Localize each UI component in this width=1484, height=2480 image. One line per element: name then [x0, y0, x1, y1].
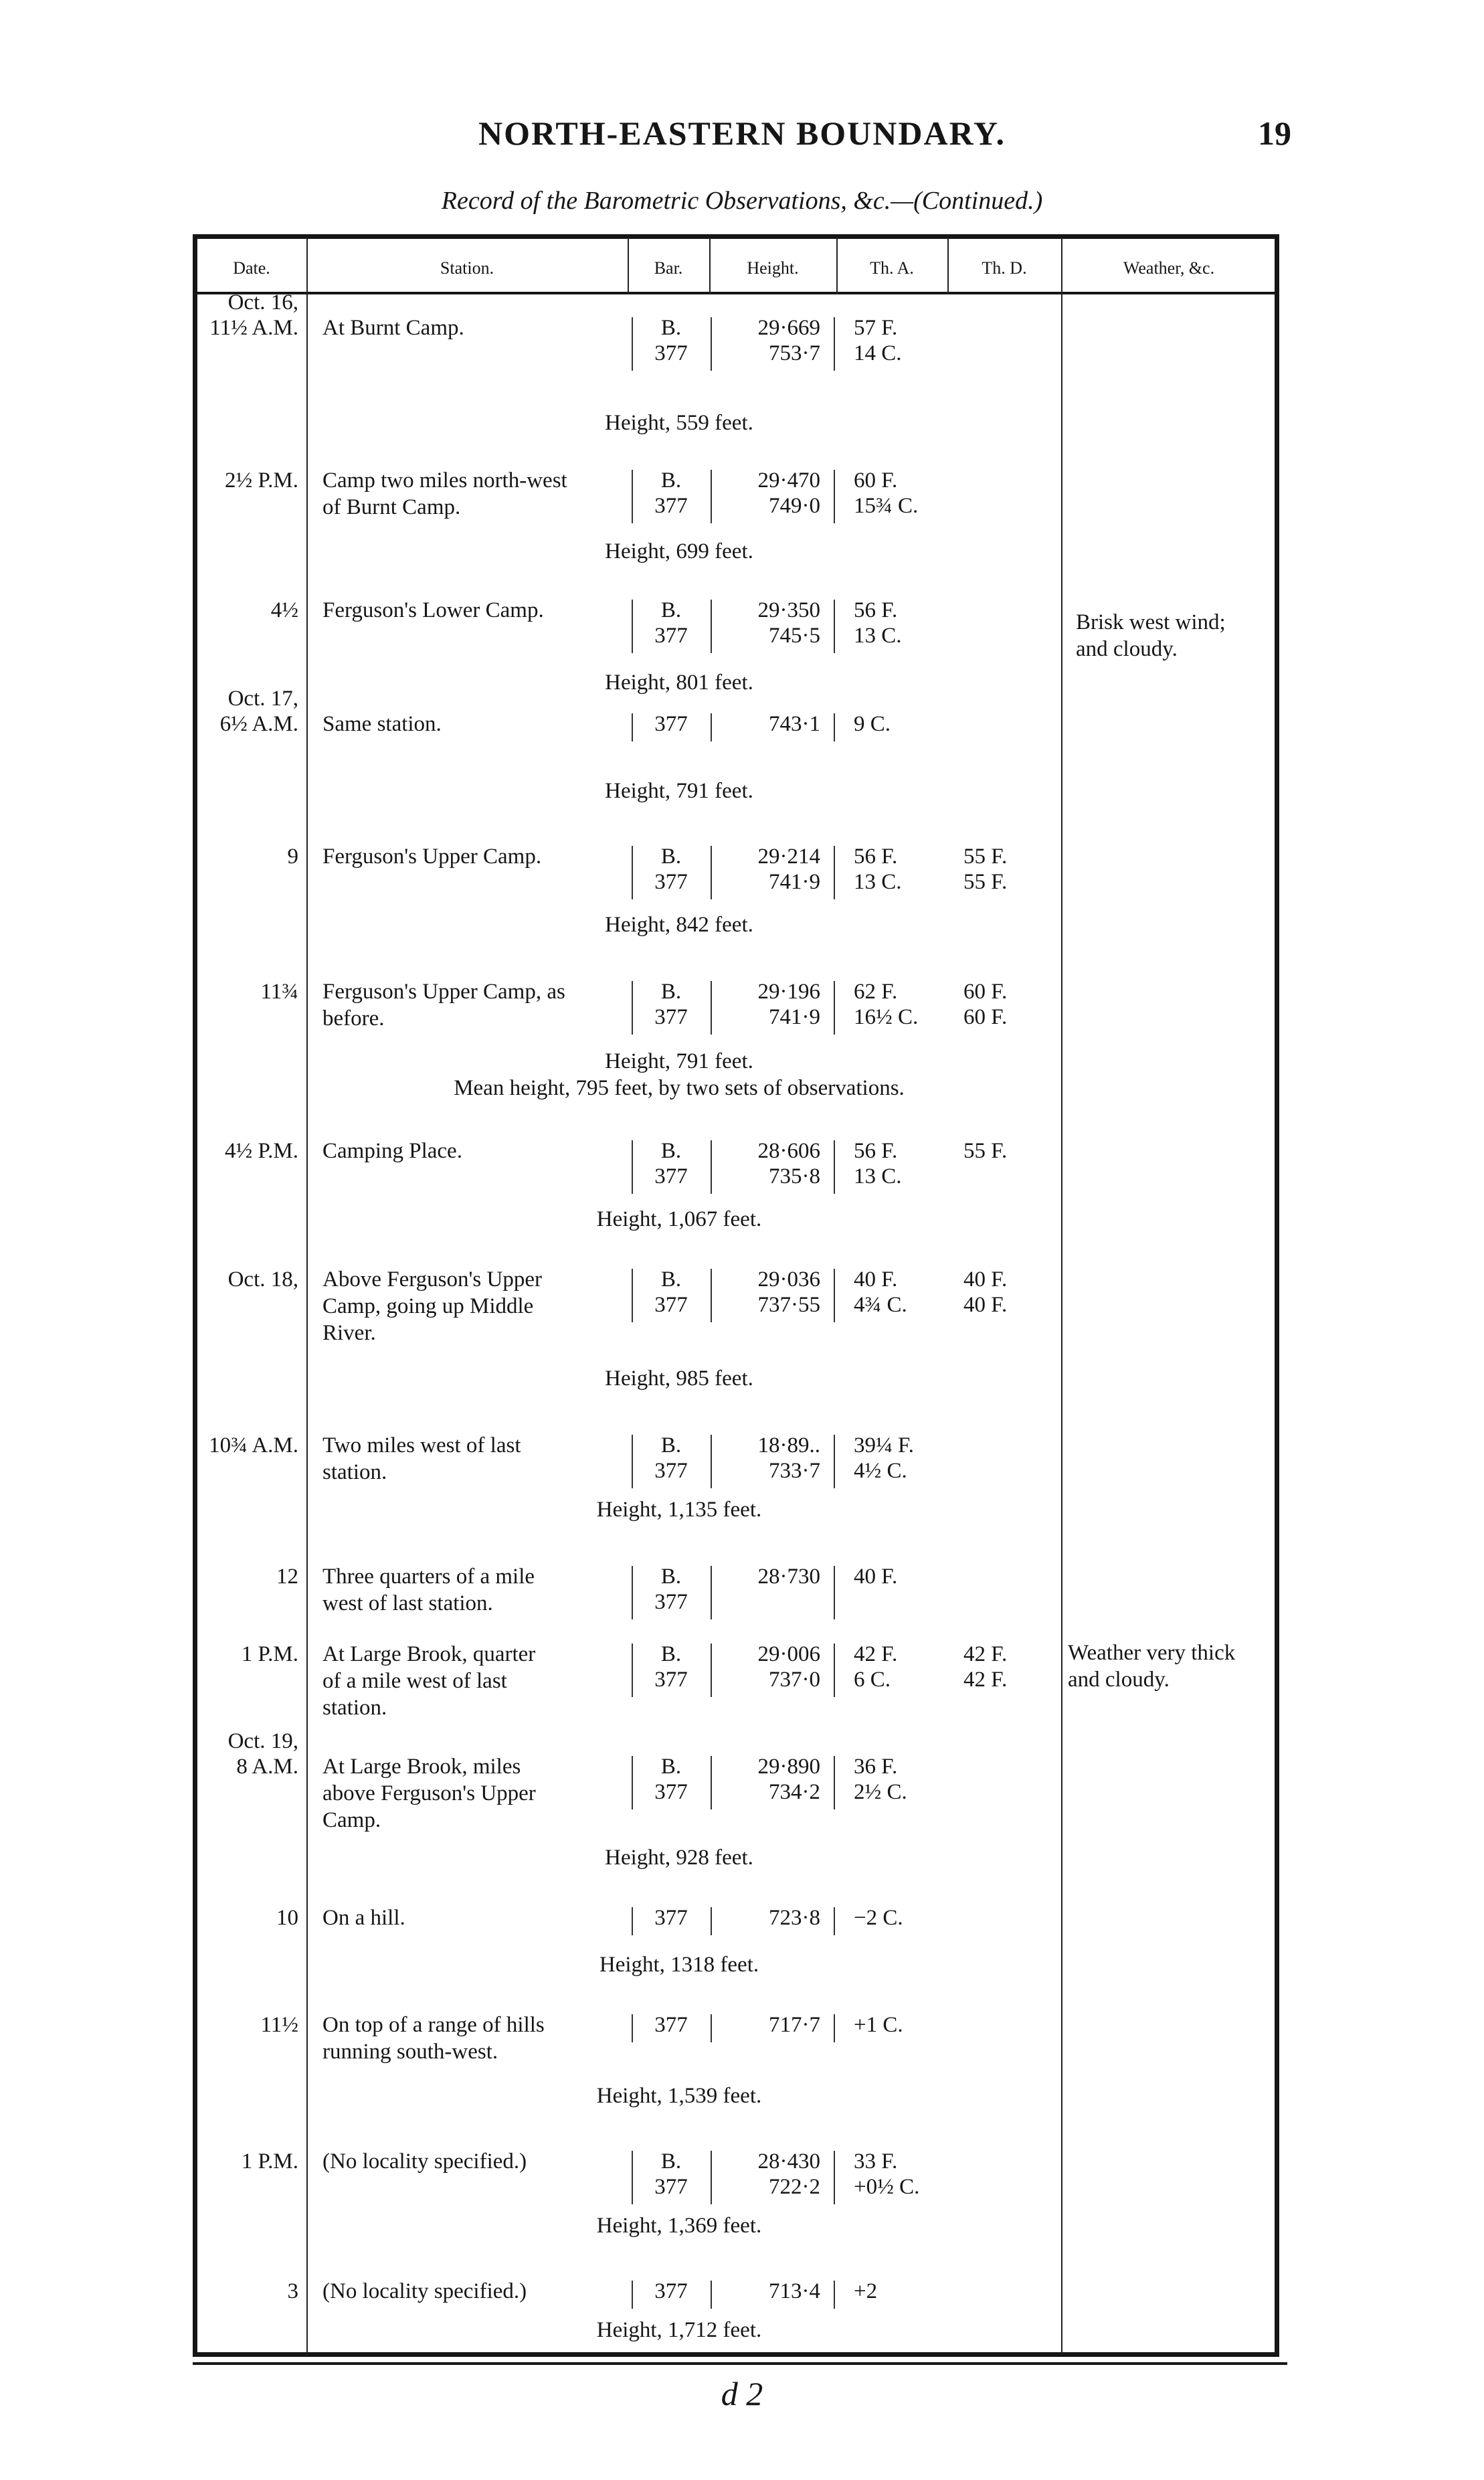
row-separator	[834, 981, 835, 1035]
barometer-cell: 377	[654, 2013, 688, 2037]
date-cell: 2½ P.M.	[224, 468, 298, 493]
detached-thermometer-cell: 42 F.	[963, 1642, 1008, 1666]
barometer-cell: B.	[660, 2149, 682, 2174]
station-cell: On top of a range of hills running south-west.	[322, 2013, 545, 2064]
attached-thermometer-cell: 6 C.	[854, 1668, 891, 1692]
row-separator	[834, 2281, 835, 2309]
station-cell: At Burnt Camp.	[322, 316, 464, 340]
height-reading-cell: 745·5	[769, 624, 820, 648]
detached-thermometer-cell: 60 F.	[963, 980, 1008, 1004]
date-cell: 11½ A.M.	[209, 316, 298, 340]
attached-thermometer-cell: 9 C.	[854, 712, 891, 736]
row-separator	[834, 846, 835, 899]
height-result: Height, 699 feet.	[605, 539, 753, 563]
attached-thermometer-cell: 62 F.	[854, 980, 898, 1004]
attached-thermometer-cell: 40 F.	[854, 1565, 898, 1589]
height-result: Height, 1,539 feet.	[596, 2084, 762, 2108]
barometer-cell: 377	[654, 712, 688, 736]
height-reading-cell: 28·430	[757, 2149, 820, 2174]
row-separator	[711, 1269, 712, 1322]
row-separator	[711, 2151, 712, 2204]
attached-thermometer-cell: 16½ C.	[854, 1005, 919, 1029]
height-result: Height, 1,369 feet.	[596, 2214, 762, 2238]
station-cell: Camping Place.	[322, 1139, 462, 1163]
height-reading-cell: 723·8	[769, 1906, 820, 1930]
attached-thermometer-cell: +1 C.	[854, 2013, 903, 2037]
date-cell: Oct. 17,	[227, 687, 298, 711]
row-separator	[834, 600, 835, 653]
row-separator	[711, 713, 712, 741]
row-separator	[711, 1644, 712, 1697]
row-separator	[632, 1269, 633, 1322]
height-reading-cell: 717·7	[769, 2013, 820, 2037]
station-cell: (No locality specified.)	[322, 2279, 527, 2303]
height-reading-cell: 741·9	[769, 1005, 820, 1029]
height-reading-cell: 29·470	[757, 468, 820, 493]
mean-height-note: Mean height, 795 feet, by two sets of observations.	[454, 1076, 905, 1100]
height-reading-cell: 749·0	[769, 494, 820, 518]
height-result: Height, 1,067 feet.	[596, 1207, 762, 1231]
column-divider	[1061, 237, 1062, 2354]
barometer-cell: 377	[654, 1005, 688, 1029]
column-header-station: Station.	[440, 258, 494, 278]
station-cell: At Large Brook, quarter of a mile west of last station.	[322, 1642, 536, 1720]
date-cell: 4½ P.M.	[224, 1139, 298, 1163]
row-separator	[711, 2281, 712, 2309]
station-cell: Same station.	[322, 712, 442, 736]
row-separator	[834, 1140, 835, 1194]
attached-thermometer-cell: 33 F.	[854, 2149, 898, 2174]
barometer-cell: B.	[660, 1755, 682, 1779]
height-reading-cell: 29·196	[757, 980, 820, 1004]
height-result: Height, 985 feet.	[605, 1366, 753, 1391]
barometer-cell: B.	[660, 1642, 682, 1666]
row-separator	[834, 1907, 835, 1935]
row-separator	[632, 470, 633, 523]
row-separator	[711, 600, 712, 653]
page-number: 19	[1258, 114, 1291, 152]
row-separator	[834, 1269, 835, 1322]
row-separator	[711, 1435, 712, 1488]
row-separator	[632, 2014, 633, 2042]
row-separator	[632, 2151, 633, 2204]
row-separator	[632, 981, 633, 1035]
barometer-cell: B.	[660, 316, 682, 340]
barometer-cell: 377	[654, 1164, 688, 1188]
height-reading-cell: 28·606	[757, 1139, 820, 1163]
height-result: Height, 1,135 feet.	[596, 1498, 762, 1522]
attached-thermometer-cell: 15¾ C.	[854, 494, 919, 518]
date-cell: 11¾	[260, 980, 298, 1004]
column-header-weather: Weather, &c.	[1123, 258, 1215, 278]
attached-thermometer-cell: 39¼ F.	[854, 1433, 914, 1457]
height-result: Height, 1318 feet.	[599, 1953, 759, 1977]
row-separator	[711, 2014, 712, 2042]
height-result: Height, 801 feet.	[605, 671, 753, 695]
column-header-height: Height.	[747, 258, 799, 278]
barometer-cell: 377	[654, 2279, 688, 2303]
row-separator	[711, 470, 712, 523]
barometer-cell: 377	[654, 1590, 688, 1614]
row-separator	[632, 2281, 633, 2309]
attached-thermometer-cell: 13 C.	[854, 1164, 902, 1188]
row-separator	[711, 1140, 712, 1194]
row-separator	[834, 317, 835, 371]
row-separator	[834, 2151, 835, 2204]
date-cell: 9	[287, 845, 298, 869]
height-result: Height, 842 feet.	[605, 913, 753, 937]
barometer-cell: B.	[660, 1139, 682, 1163]
attached-thermometer-cell: +2	[854, 2279, 878, 2303]
station-cell: Ferguson's Lower Camp.	[322, 598, 544, 622]
row-separator	[711, 981, 712, 1035]
signature-mark: d 2	[721, 2375, 763, 2412]
barometer-cell: 377	[654, 1293, 688, 1317]
column-header-th-a: Th. A.	[870, 258, 914, 278]
station-cell: Ferguson's Upper Camp, as before.	[322, 980, 565, 1031]
attached-thermometer-cell: 40 F.	[854, 1267, 898, 1292]
height-result: Height, 791 feet.	[605, 779, 753, 803]
height-reading-cell: 722·2	[769, 2175, 820, 2199]
page-title: NORTH-EASTERN BOUNDARY.	[478, 114, 1006, 152]
date-cell: 4½	[270, 598, 298, 622]
row-separator	[711, 1907, 712, 1935]
barometer-cell: B.	[660, 1565, 682, 1589]
height-reading-cell: 737·55	[757, 1293, 820, 1317]
height-reading-cell: 29·036	[757, 1267, 820, 1292]
barometer-cell: 377	[654, 494, 688, 518]
barometer-cell: 377	[654, 624, 688, 648]
barometer-cell: B.	[660, 845, 682, 869]
barometer-cell: B.	[660, 1433, 682, 1457]
barometer-cell: 377	[654, 341, 688, 365]
station-cell: At Large Brook, miles above Ferguson's Upper Camp.	[322, 1755, 536, 1832]
row-separator	[834, 1644, 835, 1697]
height-reading-cell: 733·7	[769, 1459, 820, 1483]
detached-thermometer-cell: 40 F.	[963, 1293, 1008, 1317]
attached-thermometer-cell: 56 F.	[854, 598, 898, 622]
weather-note: Brisk west wind; and cloudy.	[1076, 610, 1226, 661]
column-header-th-d: Th. D.	[982, 258, 1027, 278]
height-reading-cell: 29·214	[757, 845, 820, 869]
attached-thermometer-cell: 56 F.	[854, 845, 898, 869]
row-separator	[834, 1435, 835, 1488]
attached-thermometer-cell: 4¾ C.	[854, 1293, 907, 1317]
row-separator	[711, 846, 712, 899]
date-cell: 10	[276, 1906, 298, 1930]
barometer-cell: 377	[654, 1780, 688, 1804]
attached-thermometer-cell: 56 F.	[854, 1139, 898, 1163]
row-separator	[834, 2014, 835, 2042]
attached-thermometer-cell: 57 F.	[854, 316, 898, 340]
barometer-cell: 377	[654, 870, 688, 894]
header-rule	[193, 292, 1279, 294]
height-result: Height, 791 feet.	[605, 1049, 753, 1073]
date-cell: 12	[276, 1565, 298, 1589]
date-cell: 1 P.M.	[241, 1642, 298, 1666]
date-cell: 11½	[260, 2013, 298, 2037]
height-result: Height, 1,712 feet.	[596, 2318, 762, 2342]
height-reading-cell: 28·730	[757, 1565, 820, 1589]
station-cell: (No locality specified.)	[322, 2149, 527, 2174]
height-reading-cell: 743·1	[769, 712, 820, 736]
row-separator	[834, 713, 835, 741]
height-reading-cell: 753·7	[769, 341, 820, 365]
date-cell: Oct. 16,	[227, 290, 298, 315]
height-reading-cell: 29·006	[757, 1642, 820, 1666]
height-reading-cell: 18·89..	[757, 1433, 820, 1457]
height-reading-cell: 737·0	[769, 1668, 820, 1692]
barometer-cell: 377	[654, 1668, 688, 1692]
attached-thermometer-cell: 13 C.	[854, 624, 902, 648]
height-reading-cell: 734·2	[769, 1780, 820, 1804]
station-cell: Three quarters of a mile west of last station.	[322, 1565, 535, 1615]
row-separator	[632, 1907, 633, 1935]
attached-thermometer-cell: 36 F.	[854, 1755, 898, 1779]
row-separator	[632, 1435, 633, 1488]
row-separator	[711, 1756, 712, 1809]
row-separator	[632, 317, 633, 371]
row-separator	[834, 1566, 835, 1619]
height-reading-cell: 741·9	[769, 870, 820, 894]
barometer-cell: B.	[660, 598, 682, 622]
date-cell: Oct. 19,	[227, 1729, 298, 1753]
height-reading-cell: 29·350	[757, 598, 820, 622]
date-cell: 6½ A.M.	[219, 712, 298, 736]
weather-note: Weather very thick and cloudy.	[1068, 1641, 1236, 1692]
row-separator	[834, 470, 835, 523]
row-separator	[632, 1644, 633, 1697]
station-cell: Above Ferguson's Upper Camp, going up Middle River.	[322, 1267, 542, 1345]
row-separator	[711, 317, 712, 371]
detached-thermometer-cell: 55 F.	[963, 870, 1008, 894]
bottom-rule	[193, 2362, 1287, 2365]
row-separator	[632, 1756, 633, 1809]
row-separator	[632, 846, 633, 899]
row-separator	[632, 600, 633, 653]
column-header-bar: Bar.	[654, 258, 683, 278]
detached-thermometer-cell: 60 F.	[963, 1005, 1008, 1029]
height-result: Height, 559 feet.	[605, 411, 753, 435]
station-cell: Two miles west of last station.	[322, 1433, 521, 1484]
station-cell: Ferguson's Upper Camp.	[322, 845, 542, 869]
attached-thermometer-cell: 4½ C.	[854, 1459, 907, 1483]
attached-thermometer-cell: 14 C.	[854, 341, 902, 365]
height-result: Height, 928 feet.	[605, 1846, 753, 1870]
station-cell: Camp two miles north-west of Burnt Camp.	[322, 468, 567, 519]
attached-thermometer-cell: 42 F.	[854, 1642, 898, 1666]
barometer-cell: B.	[660, 468, 682, 493]
barometer-cell: 377	[654, 1906, 688, 1930]
row-separator	[632, 1140, 633, 1194]
row-separator	[632, 1566, 633, 1619]
attached-thermometer-cell: 13 C.	[854, 870, 902, 894]
height-reading-cell: 29·669	[757, 316, 820, 340]
station-cell: On a hill.	[322, 1906, 405, 1930]
height-reading-cell: 735·8	[769, 1164, 820, 1188]
barometer-cell: 377	[654, 2175, 688, 2199]
detached-thermometer-cell: 42 F.	[963, 1668, 1008, 1692]
detached-thermometer-cell: 55 F.	[963, 1139, 1008, 1163]
column-header-date: Date.	[233, 258, 270, 278]
attached-thermometer-cell: 60 F.	[854, 468, 898, 493]
table-caption: Record of the Barometric Observations, &c.—(Continued.)	[441, 187, 1043, 215]
barometer-cell: 377	[654, 1459, 688, 1483]
attached-thermometer-cell: 2½ C.	[854, 1780, 907, 1804]
row-separator	[711, 1566, 712, 1619]
detached-thermometer-cell: 40 F.	[963, 1267, 1008, 1292]
barometer-cell: B.	[660, 980, 682, 1004]
height-reading-cell: 29·890	[757, 1755, 820, 1779]
row-separator	[632, 713, 633, 741]
attached-thermometer-cell: −2 C.	[854, 1906, 903, 1930]
date-cell: Oct. 18,	[227, 1267, 298, 1292]
attached-thermometer-cell: +0½ C.	[854, 2175, 920, 2199]
date-cell: 10¾ A.M.	[209, 1433, 298, 1457]
detached-thermometer-cell: 55 F.	[963, 845, 1008, 869]
date-cell: 8 A.M.	[236, 1755, 298, 1779]
date-cell: 1 P.M.	[241, 2149, 298, 2174]
height-reading-cell: 713·4	[769, 2279, 820, 2303]
row-separator	[834, 1756, 835, 1809]
date-cell: 3	[287, 2279, 298, 2303]
barometer-cell: B.	[660, 1267, 682, 1292]
